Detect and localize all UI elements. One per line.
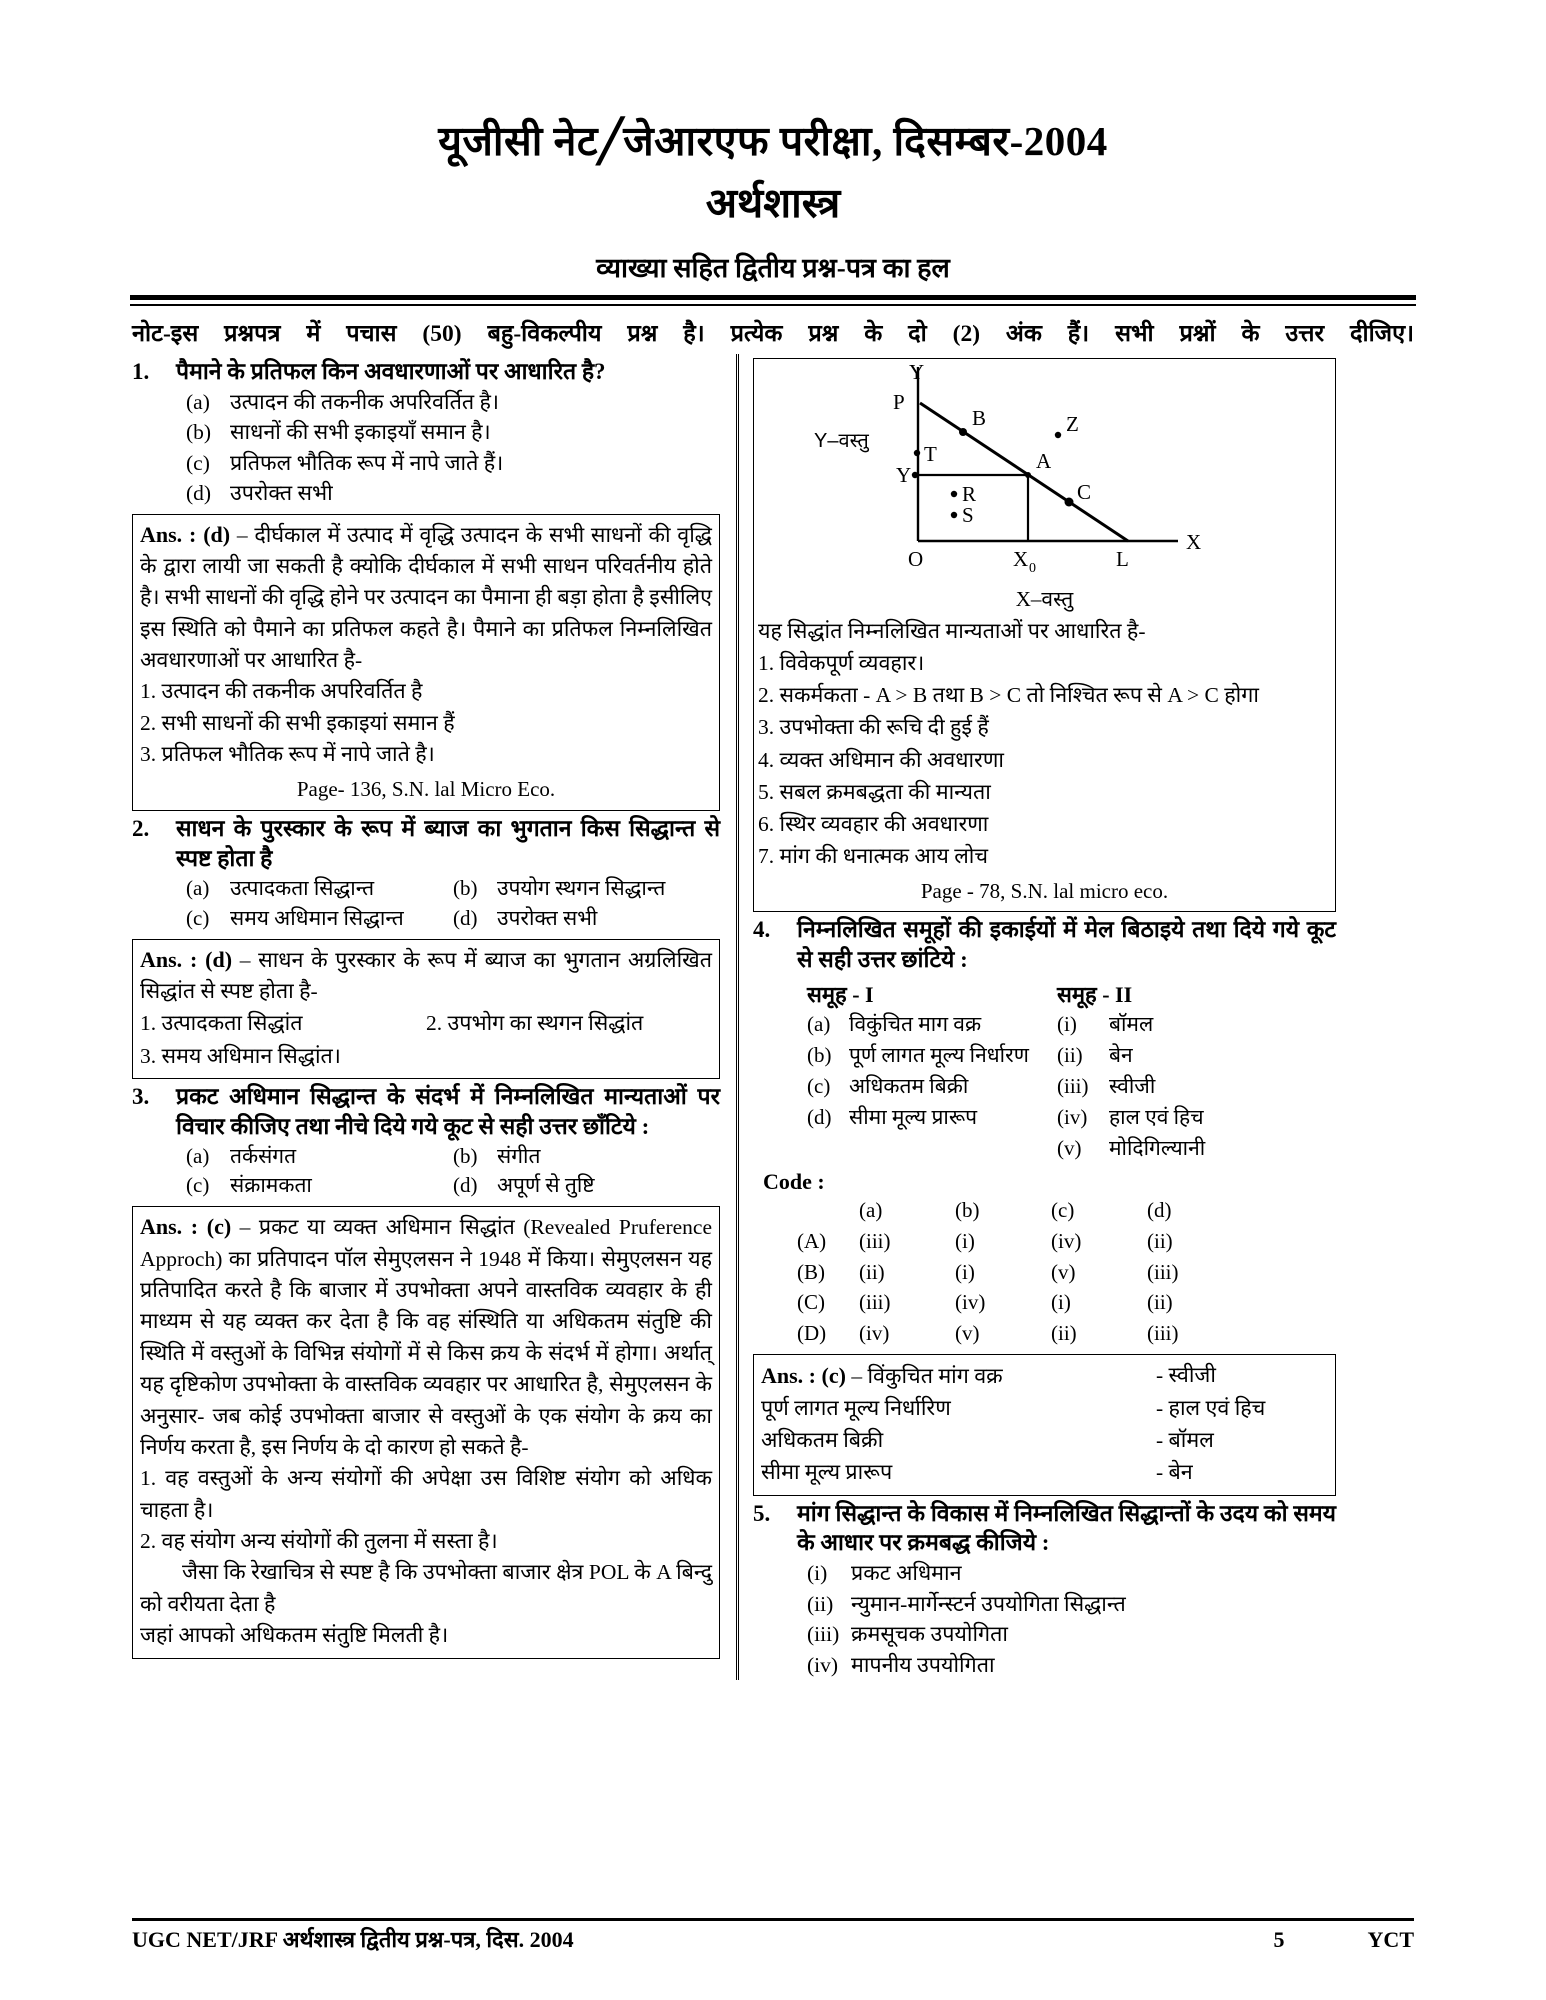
point-B-dot (959, 428, 967, 436)
point-Y-low-dot (912, 471, 918, 477)
question-3-option-row-1 (186, 1142, 720, 1172)
answer-3-point-2: 2. वह संयोग अन्य संयोगों की तुलना में सस्ता है। (140, 1529, 498, 1554)
answer-4-label: Ans. : (c) (761, 1362, 846, 1388)
option-text: प्रकट अधिमान (851, 1561, 962, 1586)
code-cell: (iii) (859, 1228, 891, 1253)
code-cell: (iv) (859, 1320, 890, 1345)
group-1-key (807, 1133, 849, 1164)
question-2-option-a[interactable] (186, 874, 453, 904)
group-1-value: पूर्ण लागत मूल्य निर्धारण (849, 1042, 1029, 1067)
option-text: उत्पादकता सिद्धान्त (230, 876, 375, 900)
match-row[interactable] (807, 1133, 1336, 1164)
code-cell: (v) (955, 1320, 980, 1345)
theory-point-6: 6. स्थिर व्यवहार की अवधारणा (758, 812, 989, 837)
question-2 (132, 814, 720, 874)
code-col-d: (d) (1147, 1198, 1172, 1223)
left-column (132, 354, 732, 1659)
question-1-text: पैमाने के प्रतिफल किन अवधारणाओं पर आधारित है? (176, 358, 606, 384)
group-1-key: (d) (807, 1105, 832, 1130)
question-5-option-iv[interactable] (807, 1650, 1336, 1681)
question-5-option-iii[interactable] (807, 1619, 1336, 1650)
question-3-number: 3. (132, 1083, 150, 1109)
group-2-key: (ii) (1057, 1042, 1083, 1067)
page-footer (132, 1918, 1414, 1954)
code-row-label (797, 1195, 859, 1226)
option-text: समय अधिमान सिद्धान्त (230, 905, 404, 930)
answer-3-point-1: 1. वह वस्तुओं के अन्य संयोगों की अपेक्षा उस विशिष्ट संयोग को अधिक चाहता है। (140, 1466, 712, 1522)
option-key: (b) (453, 1143, 478, 1168)
answer-4-row-4 (761, 1456, 1328, 1488)
answer-2-label: Ans. : (d) (140, 946, 233, 972)
label-S: S (962, 502, 974, 527)
group-2-key: (i) (1057, 1011, 1077, 1036)
question-4-text: निम्नलिखित समूहों की इकाईयों में मेल बिठाइये तथा दिये गये कूट से सही उत्तर छांटिये : (797, 917, 1336, 972)
option-text: संक्रामकता (230, 1173, 312, 1198)
code-row-label: (D) (797, 1320, 827, 1345)
code-cell: (iv) (955, 1290, 986, 1315)
group-2-value: बेन (1109, 1042, 1133, 1067)
answer-2-points-row-1 (140, 1007, 712, 1039)
group-2-value: बॉमल (1109, 1011, 1154, 1036)
option-text: उत्पादन की तकनीक अपरिवर्तित है। (230, 389, 500, 414)
question-2-text: साधन के पुरस्कार के रूप में ब्याज का भुगतान किस सिद्धान्त से स्पष्ट होता है (176, 816, 720, 872)
label-x-zero: X (1013, 546, 1029, 571)
answer-3-label: Ans. : (c) (140, 1214, 232, 1240)
group-2-header: समूह - II (1057, 981, 1133, 1007)
theory-intro: यह सिद्धांत निम्नलिखित मान्यताओं पर आधारित है- (758, 618, 1146, 643)
option-key: (a) (186, 1143, 210, 1168)
question-2-option-b[interactable] (453, 874, 720, 904)
question-2-option-row-1 (186, 874, 720, 904)
label-P: P (893, 389, 905, 414)
point-R-dot (951, 490, 957, 496)
theory-point-2: 2. सकर्मकता - A > B तथा B > C तो निश्चित रूप से A > C होगा (758, 683, 1259, 708)
question-3 (132, 1082, 720, 1142)
match-row[interactable] (807, 1040, 1336, 1071)
option-text: उपरोक्त सभी (230, 481, 333, 506)
answer-2-point-4 (426, 1040, 712, 1072)
option-key: (c) (186, 905, 210, 930)
answer-1-point-1: 1. उत्पादन की तकनीक अपरिवर्तित है (140, 679, 423, 704)
code-col-a: (a) (859, 1198, 883, 1223)
answer-1-source: Page- 136, S.N. lal Micro Eco. (296, 776, 556, 801)
theory-point-5: 5. सबल क्रमबद्धता की मान्यता (758, 779, 991, 804)
question-5-number: 5. (753, 1500, 771, 1526)
group-1-key: (a) (807, 1011, 831, 1036)
code-cell: (ii) (1051, 1320, 1077, 1345)
point-A-dot (1025, 472, 1031, 478)
point-Z-dot (1055, 431, 1061, 437)
answer-4-left-4: सीमा मूल्य प्रारूप (761, 1460, 893, 1485)
answer-4-left-3: अधिकतम बिक्री (761, 1428, 884, 1453)
answer-3-paragraph (140, 1211, 712, 1463)
answer-1-point-2: 2. सभी साधनों की सभी इकाइयां समान हैं (140, 710, 455, 735)
group-2-key: (v) (1057, 1136, 1082, 1161)
question-1-option-c[interactable] (186, 448, 720, 479)
code-col-b: (b) (955, 1198, 980, 1223)
question-1-number: 1. (132, 358, 150, 384)
label-C: C (1077, 479, 1092, 504)
theory-point-7: 7. मांग की धनात्मक आय लोच (758, 844, 988, 869)
answer-2-point-1: 1. उत्पादकता सिद्धांत (140, 1011, 303, 1036)
option-key: (c) (186, 1173, 210, 1198)
group-1-value: सीमा मूल्य प्रारूप (849, 1105, 978, 1130)
budget-line-figure (753, 358, 1336, 913)
label-T: T (924, 441, 937, 466)
label-A: A (1036, 448, 1052, 473)
code-cell: (iii) (1147, 1320, 1179, 1345)
theory-source: Page - 78, S.N. lal micro eco. (920, 878, 1169, 903)
option-text: न्युमान-मार्गेन्स्टर्न उपयोगिता सिद्धान्त (851, 1591, 1126, 1616)
code-cell: (iii) (1147, 1259, 1179, 1284)
answer-4-left-1: – विंकुचित मांग वक्र (851, 1363, 1003, 1388)
code-cell: (i) (955, 1228, 975, 1253)
question-2-option-d[interactable] (453, 904, 720, 934)
answer-4-row-3 (761, 1424, 1328, 1456)
question-3-option-a[interactable] (186, 1142, 453, 1172)
answer-box-4 (753, 1354, 1336, 1496)
question-3-option-b[interactable] (453, 1142, 720, 1172)
code-col-c: (c) (1051, 1198, 1075, 1223)
footer-left-text: UGC NET/JRF अर्थशास्त्र द्वितीय प्रश्न-पत्र, दिस. 2004 (132, 1927, 574, 1952)
code-table (797, 1195, 1336, 1348)
answer-1-body: – दीर्घकाल में उत्पाद में वृद्धि उत्पादन के सभी साधनों की वृद्धि के द्वारा लायी जा सकती है क्योकि दीर्घकाल में सभी साधन परिवर्तनीय होते है। सभी साधनों की वृद्धि होने पर उत्पादन का पैमाना ही बड़ा होता है इसीलिए इस स्थिति को पैमाने का प्रतिफल कहते है। पैमाने का प्रतिफल निम्नलिखित अवधारणाओं पर आधारित है- (140, 522, 712, 673)
group-1-value: विकुंचित माग वक्र (849, 1011, 982, 1036)
match-row[interactable] (807, 1071, 1336, 1102)
code-cell: (i) (955, 1259, 975, 1284)
option-key: (b) (186, 420, 212, 445)
option-key: (iv) (807, 1652, 839, 1677)
question-1-option-d[interactable] (186, 478, 720, 509)
two-column-body (132, 354, 1414, 1681)
question-3-option-c[interactable] (186, 1171, 453, 1201)
answer-3-tail-indent: जैसा कि रेखाचित्र से स्पष्ट है कि उपभोक्ता बाजार क्षेत्र POL के A बिन्दु को वरीयता देता है (140, 1560, 712, 1616)
answer-4-right-3: - बॉमल (1156, 1428, 1214, 1453)
code-cell: (v) (1051, 1259, 1076, 1284)
page-header (0, 0, 1546, 285)
answer-box-3 (132, 1206, 720, 1658)
label-Y-low: Y (896, 462, 912, 487)
option-text: प्रतिफल भौतिक रूप में नापे जाते हैं। (230, 450, 504, 475)
option-text: अपूर्ण से तुष्टि (497, 1173, 595, 1198)
answer-1-point-3: 3. प्रतिफल भौतिक रूप में नापे जाते है। (140, 742, 435, 767)
code-cell: (iv) (1051, 1228, 1082, 1253)
option-text: मापनीय उपयोगिता (851, 1652, 995, 1677)
question-4-group-headers (807, 979, 1336, 1009)
revealed-preference-diagram (758, 363, 1328, 585)
question-1-option-b[interactable] (186, 417, 720, 448)
paper-subtitle: व्याख्या सहित द्वितीय प्रश्न-पत्र का हल (596, 253, 950, 284)
label-B: B (972, 405, 987, 430)
code-row-label: (C) (797, 1290, 825, 1315)
group-2-key: (iii) (1057, 1074, 1089, 1099)
code-row-label: (A) (797, 1228, 827, 1253)
match-row[interactable] (807, 1009, 1336, 1040)
label-x-zero-subscript: 0 (1029, 560, 1036, 576)
label-Z: Z (1066, 411, 1079, 436)
footer-publisher: YCT (1367, 1927, 1414, 1952)
match-row[interactable] (807, 1102, 1336, 1133)
label-R: R (962, 481, 977, 506)
question-1 (132, 357, 720, 387)
option-key: (b) (453, 876, 478, 900)
question-4 (753, 915, 1336, 975)
option-text: उपरोक्त सभी (497, 905, 598, 930)
option-key: (c) (186, 450, 210, 475)
group-2-value: हाल एवं हिच (1109, 1105, 1204, 1130)
code-cell: (ii) (1147, 1228, 1173, 1253)
exam-note: नोट-इस प्रश्नपत्र में पचास (50) बहु-विकल्पीय प्रश्न है। प्रत्येक प्रश्न के दो (2) अंक हैं। सभी प्रश्नों के उत्तर दीजिए। (132, 321, 1414, 348)
question-3-option-d[interactable] (453, 1171, 720, 1201)
group-1-value: अधिकतम बिक्री (849, 1074, 969, 1099)
footer-divider (132, 1918, 1414, 1921)
answer-4-row-2 (761, 1392, 1328, 1424)
code-header-row (797, 1195, 1336, 1226)
answer-4-row-1 (761, 1359, 1328, 1392)
answer-box-2 (132, 939, 720, 1079)
question-5 (753, 1499, 1336, 1559)
question-5-text: मांग सिद्धान्त के विकास में निम्नलिखित सिद्धान्तों के उदय को समय के आधार पर क्रमबद्ध कीजिये : (797, 1500, 1336, 1556)
label-y-item: Y–वस्तु (814, 429, 869, 452)
code-label: Code : (763, 1169, 825, 1195)
code-option-row[interactable] (797, 1226, 1336, 1257)
question-3-text: प्रकट अधिमान सिद्धान्त के संदर्भ में निम्नलिखित मान्यताओं पर विचार कीजिए तथा नीचे दिये गये कूट से सही उत्तर छाँटिये : (176, 1083, 720, 1139)
code-option-row[interactable] (797, 1318, 1336, 1349)
budget-line-PL (920, 403, 1128, 541)
question-2-number: 2. (132, 816, 150, 842)
footer-page-number: 5 (1273, 1927, 1285, 1952)
group-1-key: (c) (807, 1074, 831, 1099)
option-text: तर्कसंगत (230, 1143, 297, 1168)
option-text: क्रमसूचक उपयोगिता (851, 1622, 1008, 1647)
code-cell: (ii) (1147, 1290, 1173, 1315)
header-divider (130, 295, 1416, 306)
code-option-row[interactable] (797, 1257, 1336, 1288)
label-origin: O (908, 546, 924, 571)
group-1-header: समूह - I (807, 981, 874, 1007)
option-key: (a) (186, 876, 210, 900)
group-1-key: (b) (807, 1042, 832, 1067)
answer-3-tail: जहां आपको अधिकतम संतुष्टि मिलती है। (140, 1623, 449, 1648)
option-key: (d) (453, 1173, 478, 1198)
option-text: साधनों की सभी इकाइयाँ समान है। (230, 420, 491, 445)
right-column (736, 354, 1336, 1681)
option-key: (a) (186, 389, 210, 414)
answer-4-right-2: - हाल एवं हिच (1156, 1395, 1266, 1420)
question-5-option-ii[interactable] (807, 1589, 1336, 1620)
code-cell: (iii) (859, 1290, 891, 1315)
option-text: उपयोग स्थगन सिद्धान्त (497, 876, 666, 900)
theory-point-4: 4. व्यक्त अधिमान की अवधारणा (758, 747, 1004, 772)
answer-2-point-2: 2. उपभोग का स्थगन सिद्धांत (426, 1011, 644, 1036)
point-C-dot (1065, 497, 1074, 506)
answer-4-right-4: - बेन (1156, 1460, 1193, 1485)
answer-3-body: – प्रकट या व्यक्त अधिमान सिद्धांत (Revealed Pruference Approch) का प्रतिपादन पॉल सेमुएलसन ने 1948 में किया। सेमुएलसन यह प्रतिपादित करते है कि बाजार में उपभोक्ता अपने वास्तविक व्यवहार के ही माध्यम से यह व्यक्त कर देता है कि वह संस्थिति या अधिकतम संतुष्टि की स्थिति में वस्तुओं के विभिन्न संयोगों में से किस क्रय के संदर्भ में होगा। अर्थात् यह दृष्टिकोण उपभोक्ता के वास्तविक व्यवहार पर आधारित है, सेमुएलसन के अनुसार- जब कोई उपभोक्ता बाजार से वस्तुओं के एक संयोग के क्रय का निर्णय करता है, इस निर्णय के दो कारण हो सकते है- (140, 1215, 713, 1459)
code-row-label: (B) (797, 1259, 825, 1284)
theory-point-1: 1. विवेकपूर्ण व्यवहार। (758, 650, 925, 675)
question-2-option-c[interactable] (186, 904, 453, 934)
group-2-key: (iv) (1057, 1105, 1088, 1130)
option-key: (d) (453, 905, 478, 930)
answer-1-label: Ans. : (d) (140, 521, 231, 547)
code-cell: (ii) (859, 1259, 885, 1284)
option-key: (iii) (807, 1622, 840, 1647)
answer-4-left-2: पूर्ण लागत मूल्य निर्धारिण (761, 1395, 951, 1420)
option-text: संगीत (497, 1143, 541, 1168)
answer-4-right-1: - स्वीजी (1156, 1362, 1216, 1387)
answer-2-point-3: 3. समय अधिमान सिद्धांत। (140, 1043, 341, 1068)
point-S-dot (951, 511, 957, 517)
point-T-dot (914, 449, 920, 455)
question-2-option-row-2 (186, 904, 720, 934)
code-cell: (i) (1051, 1290, 1071, 1315)
exam-title: यूजीसी नेट╱जेआरएफ परीक्षा, दिसम्बर-2004 (438, 118, 1108, 164)
group-1-value (849, 1133, 1057, 1164)
group-2-value: मोदिगिल्यानी (1109, 1136, 1206, 1161)
answer-2-paragraph (140, 944, 712, 1008)
label-X: X (1186, 529, 1202, 554)
question-4-number: 4. (753, 917, 771, 943)
subject-title: अर्थशास्त्र (705, 180, 841, 227)
answer-4-line-1 (761, 1359, 1156, 1392)
theory-assumptions (758, 615, 1331, 908)
code-option-row[interactable] (797, 1287, 1336, 1318)
group-2-value: स्वीजी (1109, 1074, 1156, 1099)
answer-2-points-row-2 (140, 1040, 712, 1072)
answer-2-body: – साधन के पुरस्कार के रूप में ब्याज का भुगतान अग्रलिखित सिद्धांत से स्पष्ट होता है- (140, 947, 712, 1003)
option-key: (d) (186, 481, 212, 506)
question-1-option-a[interactable] (186, 387, 720, 418)
answer-box-1 (132, 514, 720, 812)
answer-1-paragraph (140, 519, 712, 677)
figure-caption: X–वस्तु (1015, 586, 1074, 611)
label-L: L (1116, 546, 1129, 571)
footer-content (132, 1924, 1414, 1954)
label-Y: Y (909, 362, 925, 384)
option-key: (ii) (807, 1591, 834, 1616)
question-3-option-row-2 (186, 1171, 720, 1201)
theory-point-3: 3. उपभोक्ता की रूचि दी हुई हैं (758, 715, 989, 740)
question-5-option-i[interactable] (807, 1558, 1336, 1589)
option-key: (i) (807, 1561, 828, 1586)
